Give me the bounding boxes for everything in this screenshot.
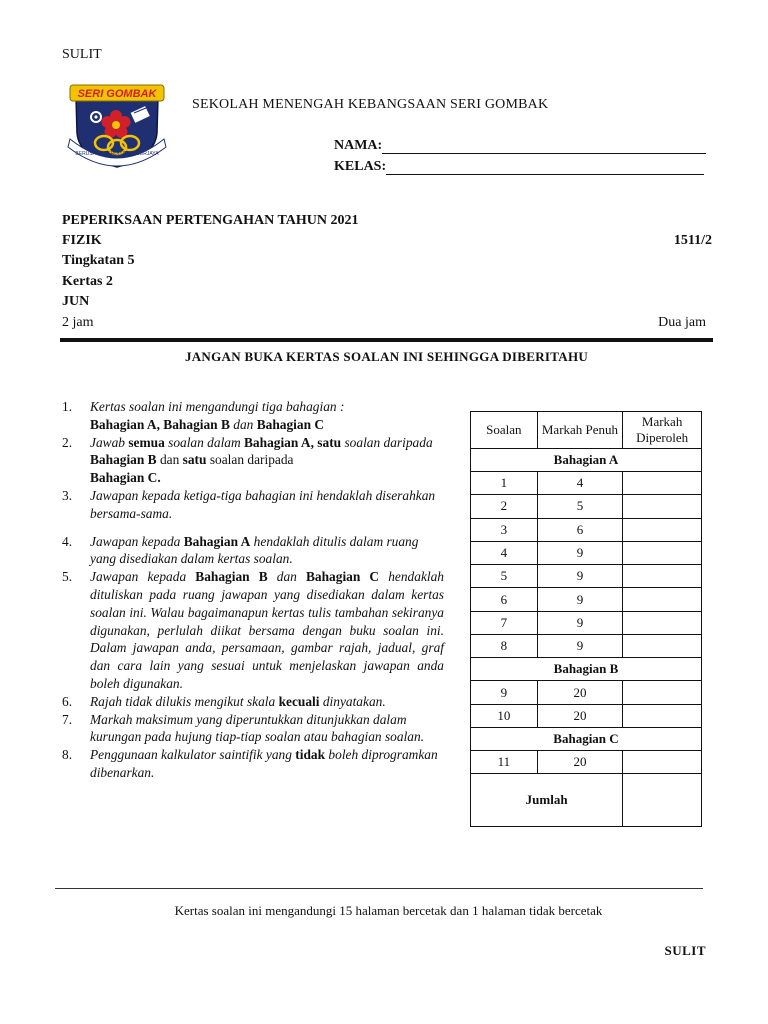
instruction-item: 2. Jawab semua soalan dalam Bahagian A, satu soalan daripada Bahagian B dan satu soalan daripada Bahagian C.: [62, 434, 433, 486]
paper-code: 1511/2: [673, 233, 712, 248]
duration-numeric: 2 jam: [62, 315, 94, 330]
duration-words: Dua jam: [658, 315, 706, 330]
exam-month: JUN: [62, 294, 90, 309]
logo-banner-text: SERI GOMBAK: [77, 88, 157, 100]
table-row: 11 20: [471, 750, 702, 773]
total-score-cell[interactable]: [623, 774, 702, 827]
section-bahagian-a: Bahagian A: [471, 449, 702, 472]
class-field[interactable]: [334, 159, 704, 175]
instruction-item: 7. Markah maksimum yang diperuntukkan ditunjukkan dalam kurungan pada hujung tiap-tiap soalan atau bahagian soalan.: [62, 711, 425, 745]
table-row: 7 9: [471, 611, 702, 634]
score-cell[interactable]: [623, 565, 702, 588]
header-markah-diperoleh: Markah Diperoleh: [623, 412, 702, 449]
table-row: 3 6: [471, 518, 702, 541]
instruction-item: 8. Penggunaan kalkulator saintifik yang tidak boleh diprogramkan dibenarkan.: [62, 747, 438, 780]
score-cell[interactable]: [623, 635, 702, 658]
table-row: 6 9: [471, 588, 702, 611]
sulit-label-bottom: SULIT: [664, 943, 706, 958]
exam-form: Tingkatan 5: [62, 253, 135, 268]
score-cell[interactable]: [623, 750, 702, 773]
marks-table: [470, 411, 702, 827]
score-cell[interactable]: [623, 472, 702, 495]
total-row: [471, 774, 702, 827]
exam-paper: Kertas 2: [62, 274, 113, 289]
class-label: KELAS:: [334, 159, 387, 174]
school-crest-logo: [62, 81, 172, 169]
score-cell[interactable]: [623, 495, 702, 518]
instruction-item: 4. Jawapan kepada Bahagian A hendaklah ditulis dalam ruang yang disediakan dalam kertas soalan.: [62, 533, 419, 567]
header-divider: [60, 338, 713, 342]
table-row: 4 9: [471, 541, 702, 564]
instruction-item: 5. Jawapan kepada Bahagian B dan Bahagian C hendaklah dituliskan pada ruang jawapan yang disediakan dalam kertas soalan ini. Walau bagaimanapun kertas tulis tambahan sekiranya digunakan, perlulah diikat bersama dengan buku soalan ini. Dalam jawapan anda, persamaan, gambar rajah, jadual, graf dan cara lain yang sesuai untuk menjelaskan jawapan anda boleh digunakan.: [62, 569, 445, 691]
page-count-note: Kertas soalan ini mengandungi 15 halaman bercetak dan 1 halaman tidak bercetak: [174, 903, 603, 918]
table-row: 1 4: [471, 472, 702, 495]
score-cell[interactable]: [623, 518, 702, 541]
table-row: 2 5: [471, 495, 702, 518]
score-cell[interactable]: [623, 541, 702, 564]
score-cell[interactable]: [623, 611, 702, 634]
section-bahagian-c: Bahagian C: [471, 727, 702, 750]
exam-title: PEPERIKSAAN PERTENGAHAN TAHUN 2021: [62, 213, 359, 228]
class-blank-line[interactable]: [386, 160, 704, 175]
table-header-row: [471, 412, 702, 449]
footer-divider: [55, 888, 703, 889]
instruction-item: 1. Kertas soalan ini mengandungi tiga bahagian : Bahagian A, Bahagian B dan Bahagian C: [62, 399, 345, 432]
name-field[interactable]: [334, 138, 706, 154]
table-row: 10 20: [471, 704, 702, 727]
instructions-list: [62, 398, 444, 782]
school-name: SEKOLAH MENENGAH KEBANGSAAN SERI GOMBAK: [192, 97, 549, 112]
warning-notice: JANGAN BUKA KERTAS SOALAN INI SEHINGGA DIBERITAHU: [184, 349, 589, 364]
table-row: 9 20: [471, 681, 702, 704]
sulit-label-top: SULIT: [62, 47, 102, 62]
header-soalan: Soalan: [471, 412, 538, 449]
name-label: NAMA:: [334, 138, 383, 153]
score-cell[interactable]: [623, 681, 702, 704]
instruction-item: 6. Rajah tidak dilukis mengikut skala kecuali dinyatakan.: [62, 693, 386, 709]
table-row: 8 9: [471, 635, 702, 658]
score-cell[interactable]: [623, 588, 702, 611]
section-bahagian-b: Bahagian B: [471, 658, 702, 681]
logo-motto-text: BERUSAHA BERDISIPLIN BERJAYA: [75, 151, 159, 157]
table-row: 5 9: [471, 565, 702, 588]
name-blank-line[interactable]: [382, 139, 706, 154]
header-markah-penuh: Markah Penuh: [537, 412, 623, 449]
score-cell[interactable]: [623, 704, 702, 727]
instruction-item: 3. Jawapan kepada ketiga-tiga bahagian ini hendaklah diserahkan bersama-sama.: [62, 487, 436, 521]
exam-subject: FIZIK: [62, 233, 102, 248]
total-label: Jumlah: [471, 774, 623, 827]
